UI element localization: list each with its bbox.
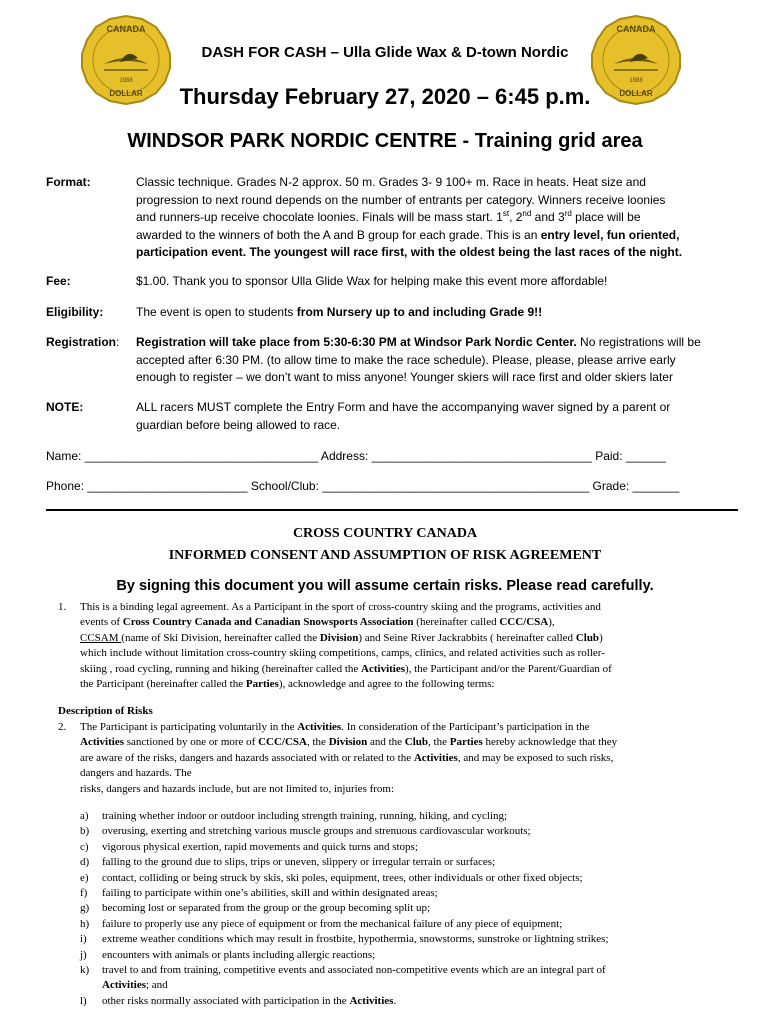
consent-agreement-title: INFORMED CONSENT AND ASSUMPTION OF RISK AGREEMENT: [168, 548, 602, 563]
event-location-heading: WINDSOR PARK NORDIC CENTRE - Training grid area: [127, 130, 643, 152]
list-item: e) contact, colliding or being struck by skis, ski poles, equipment, trees, other individuals or other fixed objects;: [80, 871, 583, 884]
list-item: d) falling to the ground due to slips, trips or uneven, slippery or irregular terrain or surfaces;: [80, 856, 496, 869]
consent-org-title: CROSS COUNTRY CANADA: [292, 526, 478, 541]
eligibility-text: The event is open to students from Nursery up to and including Grade 9!!: [136, 305, 543, 319]
list-item: b) overusing, exerting and stretching various muscle groups and strenuous cardiovascular workouts;: [80, 825, 531, 838]
section-divider: [46, 509, 738, 511]
format-line: participation event. The youngest will race first, with the oldest being the last races of the night.: [136, 245, 683, 259]
registration-section: [46, 334, 736, 387]
fee-text: $1.00. Thank you to sponsor Ulla Glide Wax for helping make this event more affordable!: [136, 274, 608, 288]
event-date-heading: Thursday February 27, 2020 – 6:45 p.m.: [179, 84, 591, 109]
note-section: [46, 399, 736, 434]
coin-top-text: CANADA: [616, 24, 656, 34]
note-label: NOTE:: [46, 400, 84, 414]
list-item: f) failing to participate within one’s abilities, skill and within designated areas;: [80, 887, 438, 900]
list-item: l) other risks normally associated with participation in the Activities.: [80, 994, 397, 1007]
format-line: and runners-up receive chocolate loonies. Finals will be mass start. 1st, 2nd and 3rd place will be: [136, 209, 641, 224]
list-item: a) training whether indoor or outdoor including strength training, running, hiking, and cycling;: [80, 810, 508, 822]
registration-label: Registration:: [46, 335, 120, 349]
coin-year: 1988: [629, 78, 643, 84]
format-line: awarded to the winners of both the A and B group for each grade. This is an entry level, fun oriented,: [136, 227, 680, 242]
fee-label: Fee:: [46, 274, 71, 288]
list-item: k) travel to and from training, competitive events and associated non-competitive events which are an integral part of Activities; and: [80, 964, 606, 992]
coin-year: 1988: [119, 78, 133, 84]
consent-warning: By signing this document you will assume certain risks. Please read carefully.: [116, 578, 654, 594]
list-item: c) vigorous physical exertion, rapid movements and quick turns and stops;: [80, 840, 418, 853]
eligibility-section: [46, 304, 736, 322]
format-line: Classic technique. Grades N-2 approx. 50 m. Grades 3- 9 100+ m. Race in heats. Heat size and: [136, 175, 646, 189]
consent-paragraph-1: 1. This is a binding legal agreement. As a Participant in the sport of cross-country skiing and the programs, activities and events of Cross Country Canada and Canadian Snowsports Association (hereinafter called CCC/CSA), CCSAM (name of Ski Division, hereinafter called the Division) and Seine River Jackrabbits ( hereinafter called Club) which include without limitation cross-country skiing competitions, camps, clinics, and related activities such as roller- skiing , road cycling, running and hiking (hereinafter called the Activities), the Participant and/or the Parent/Guardian of the Participant (hereinafter called the Parties), acknowledge and agree to the following terms:: [58, 601, 612, 691]
phone-club-grade-fields[interactable]: Phone: ________________________ School/Club: ________________________________________ Grade: _______: [46, 479, 680, 493]
format-line: progression to next round depends on the number of entrants per category. Winners receive loonies: [136, 192, 666, 207]
eligibility-label: Eligibility:: [46, 305, 104, 319]
name-address-paid-fields[interactable]: Name: ___________________________________ Address: _________________________________ Paid: ______: [46, 449, 666, 463]
list-item: g) becoming lost or separated from the group or the group becoming split up;: [80, 902, 431, 915]
consent-paragraph-2: 2. The Participant is participating voluntarily in the Activities. In consideration of the Participant’s participation in the Activities sanctioned by one or more of CCC/CSA, the Division and the Club, the Parties hereby acknowledge that they are aware of the risks, dangers and hazards associated with or related to the Activities, and may be exposed to such risks, dangers and hazards. The risks, dangers and hazards include, but are not limited to, injuries from:: [58, 721, 618, 795]
risk-list: [80, 809, 720, 1009]
format-section: [46, 174, 736, 262]
list-item: h) failure to properly use any piece of equipment or from the mechanical failure of any piece of equipment;: [80, 917, 563, 930]
coin-top-text: CANADA: [106, 24, 146, 34]
fee-section: [46, 273, 736, 291]
registration-text: Registration will take place from 5:30-6:30 PM at Windsor Park Nordic Center. No registrations will be accepted after 6:30 PM. (to allow time to make the race schedule). Please, please, please arrive early enough to register – we don’t want to miss anyone! Younger skiers will race first and older skiers later: [136, 335, 701, 384]
note-text: ALL racers MUST complete the Entry Form and have the accompanying waver signed by a parent or guardian before being allowed to race.: [136, 400, 671, 432]
list-item: j) encounters with animals or plants including allergic reactions;: [80, 948, 376, 961]
list-item: i) extreme weather conditions which may result in frostbite, hypothermia, snowstorms, sunstroke or lightning strikes;: [80, 933, 609, 946]
event-sponsor-heading: DASH FOR CASH – Ulla Glide Wax & D-town Nordic: [201, 44, 569, 61]
coin-bottom-text: DOLLAR: [619, 89, 653, 98]
coin-bottom-text: DOLLAR: [109, 89, 143, 98]
format-text: [136, 174, 736, 262]
format-label: Format:: [46, 175, 91, 189]
risks-heading: Description of Risks: [58, 705, 153, 717]
